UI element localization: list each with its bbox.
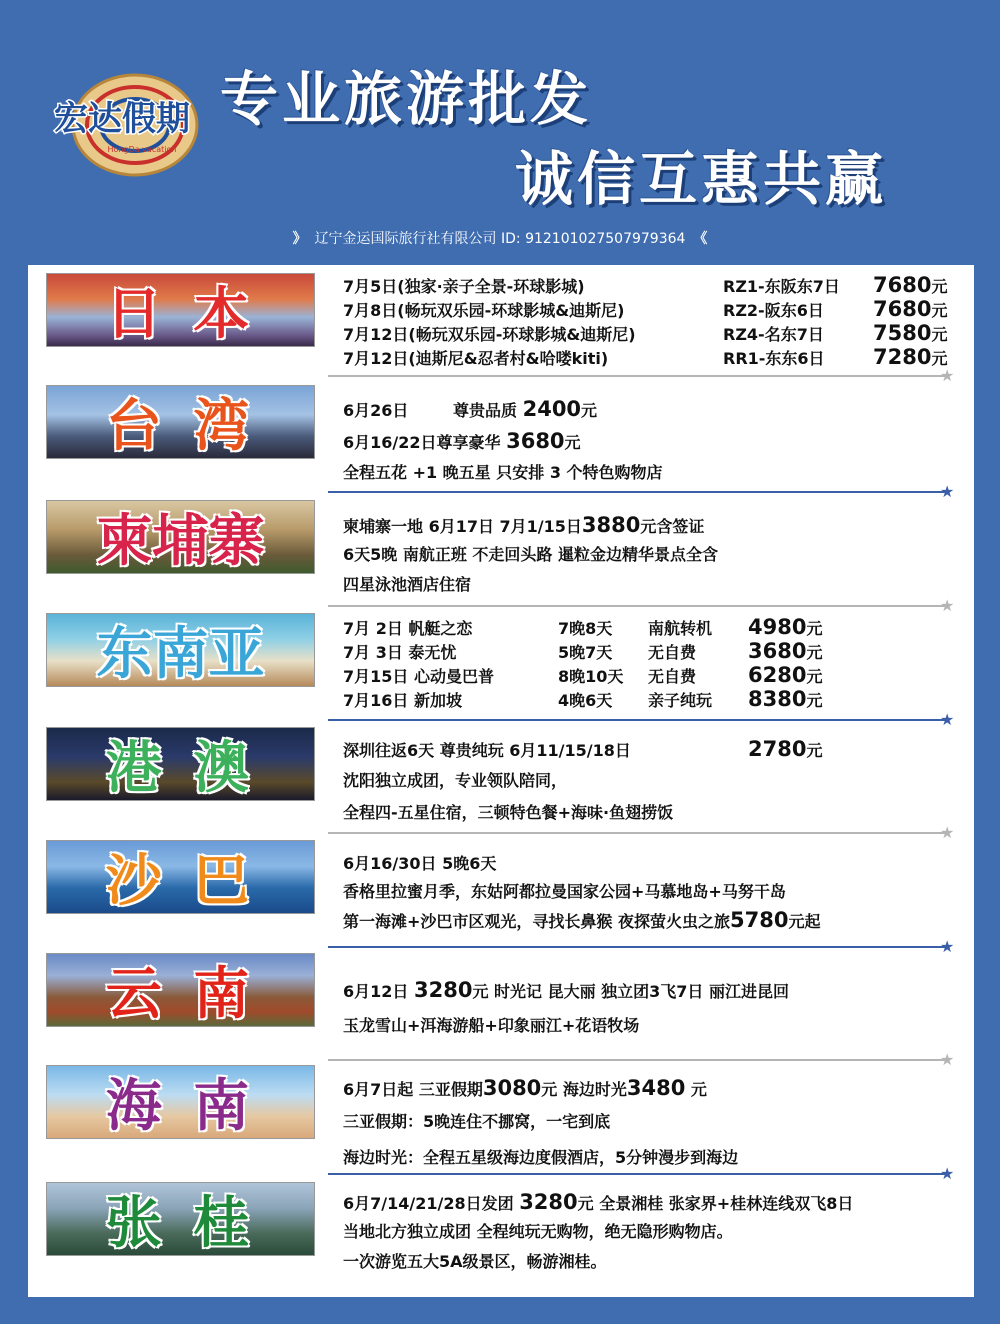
divider bbox=[328, 605, 948, 607]
info-line: 6月16/30日 5晚6天 bbox=[343, 854, 497, 873]
info-text: 6月7日起 三亚假期 bbox=[343, 1080, 483, 1099]
banner-title: 柬埔寨 bbox=[96, 509, 265, 574]
slogan-line-1: 专业旅游批发 bbox=[220, 65, 593, 133]
info-text: 7月15日 心动曼巴普 bbox=[343, 667, 494, 686]
star-icon: ★ bbox=[940, 482, 955, 501]
info-line bbox=[343, 321, 947, 345]
tour-code: RZ2-阪东6日 bbox=[723, 301, 824, 320]
banner-cambodia bbox=[46, 500, 315, 574]
tour-price: 7680 bbox=[873, 273, 932, 297]
divider bbox=[328, 946, 948, 948]
info-line: 玉龙雪山+洱海游船+印象丽江+花语牧场 bbox=[343, 1016, 640, 1035]
info-text: 6月7/14/21/28日发团 bbox=[343, 1194, 514, 1213]
info-line bbox=[343, 615, 822, 639]
price-unit: 元 bbox=[931, 277, 948, 296]
divider bbox=[328, 1173, 948, 1175]
tour-price: 3080 bbox=[482, 1076, 542, 1100]
divider bbox=[328, 719, 948, 721]
info-line bbox=[343, 733, 822, 765]
banner-japan bbox=[46, 273, 315, 347]
info-taiwan bbox=[343, 393, 663, 489]
info-line bbox=[343, 663, 822, 687]
info-line bbox=[343, 425, 663, 457]
tour-price: 5780 bbox=[729, 908, 789, 932]
info-hainan bbox=[343, 1072, 738, 1176]
info-line bbox=[343, 1187, 853, 1217]
star-icon: ★ bbox=[940, 710, 955, 729]
tour-desc: 7月12日(畅玩双乐园-环球影城&迪斯尼) bbox=[343, 325, 636, 344]
slogan-line-2: 诚信互惠共赢 bbox=[515, 145, 888, 213]
chevron-left-icon: 《 bbox=[693, 231, 708, 247]
info-text: 元 bbox=[806, 619, 823, 638]
info-text: 元 bbox=[581, 401, 598, 420]
info-text: 7月 3日 泰无忧 bbox=[343, 643, 457, 662]
info-text: 亲子纯玩 bbox=[648, 691, 713, 710]
info-text: 南航转机 bbox=[648, 619, 713, 638]
info-line: 当地北方独立成团 全程纯玩无购物，绝无隐形购物店。 bbox=[343, 1222, 733, 1241]
banner-title: 沙 巴 bbox=[105, 849, 256, 914]
price-unit: 元 bbox=[931, 301, 948, 320]
banner-title: 张 桂 bbox=[105, 1191, 256, 1256]
tour-price: 6280 bbox=[748, 663, 807, 687]
banner-title: 台 湾 bbox=[105, 394, 256, 459]
info-text: 6月26日 bbox=[343, 401, 409, 420]
tour-price: 2400 bbox=[522, 397, 582, 421]
info-text: 元 bbox=[690, 1080, 707, 1099]
banner-hainan bbox=[46, 1065, 315, 1139]
star-icon: ★ bbox=[940, 1164, 955, 1183]
info-text: 深圳往返6天 尊贵纯玩 6月11/15/18日 bbox=[343, 741, 631, 760]
company-line bbox=[0, 228, 1000, 248]
info-line bbox=[343, 639, 822, 663]
tour-price: 7280 bbox=[873, 345, 932, 369]
banner-title: 日 本 bbox=[105, 282, 256, 347]
divider bbox=[328, 375, 948, 377]
banner-taiwan bbox=[46, 385, 315, 459]
info-text: 元 bbox=[806, 667, 823, 686]
info-line bbox=[343, 273, 947, 297]
info-text: 柬埔寨一地 6月17日 7月1/15日 bbox=[343, 517, 582, 536]
info-text: 无自费 bbox=[648, 667, 697, 686]
star-icon: ★ bbox=[940, 823, 955, 842]
info-text: 元 bbox=[806, 691, 823, 710]
info-text: 元 bbox=[564, 433, 581, 452]
banner-title: 港 澳 bbox=[105, 736, 256, 801]
info-text: 7月 2日 帆艇之恋 bbox=[343, 619, 473, 638]
info-line: 全程四-五星住宿，三顿特色餐+海味·鱼翅捞饭 bbox=[343, 803, 674, 822]
banner-southeast-asia bbox=[46, 613, 315, 687]
info-japan bbox=[343, 273, 947, 369]
tour-price: 8380 bbox=[748, 687, 807, 711]
divider bbox=[328, 491, 948, 493]
divider bbox=[328, 832, 948, 834]
info-line bbox=[343, 297, 947, 321]
logo-text: 宏达假期 bbox=[54, 99, 190, 139]
tour-code: RR1-东东6日 bbox=[723, 349, 825, 368]
banner-hk-macau bbox=[46, 727, 315, 801]
info-text: 元 bbox=[806, 741, 823, 760]
logo-subtext: HongDa vacation bbox=[107, 145, 177, 154]
tour-price: 3680 bbox=[506, 429, 565, 453]
info-line bbox=[343, 345, 947, 369]
info-text: 元 bbox=[806, 643, 823, 662]
info-yunnan bbox=[343, 972, 789, 1044]
info-line: 海边时光：全程五星级海边度假酒店，5分钟漫步到海边 bbox=[343, 1148, 739, 1167]
banner-sabah bbox=[46, 840, 315, 914]
tour-price: 3280 bbox=[519, 1190, 578, 1214]
info-text: 7月16日 新加坡 bbox=[343, 691, 462, 710]
info-line: 四星泳池酒店住宿 bbox=[343, 575, 472, 594]
info-text: 无自费 bbox=[648, 643, 697, 662]
info-text: 6月12日 bbox=[343, 982, 409, 1001]
info-sabah bbox=[343, 850, 820, 934]
tour-desc: 7月5日(独家·亲子全景-环球影城) bbox=[343, 277, 585, 296]
info-text: 4晚6天 bbox=[558, 691, 613, 710]
info-text: 元 海边时光 bbox=[541, 1080, 627, 1099]
info-text: 元 时光记 昆大丽 独立团3飞7日 丽江进昆回 bbox=[472, 982, 789, 1001]
info-line: 一次游览五大5A级景区，畅游湘桂。 bbox=[343, 1252, 607, 1271]
tour-desc: 7月8日(畅玩双乐园-环球影城&迪斯尼) bbox=[343, 301, 625, 320]
info-southeast-asia bbox=[343, 615, 822, 711]
tour-desc: 7月12日(迪斯尼&忍者村&哈喽kiti) bbox=[343, 349, 609, 368]
info-text: 元起 bbox=[788, 912, 821, 931]
info-line bbox=[343, 1072, 738, 1104]
info-text: 7晚8天 bbox=[558, 619, 613, 638]
info-text: 5晚7天 bbox=[558, 643, 613, 662]
banner-title: 云 南 bbox=[105, 962, 256, 1027]
chevron-right-icon: 》 bbox=[292, 231, 307, 247]
banner-title: 海 南 bbox=[105, 1074, 256, 1139]
banner-yunnan bbox=[46, 953, 315, 1027]
tour-price: 3280 bbox=[413, 978, 473, 1002]
info-line bbox=[343, 972, 789, 1008]
info-zhanggui bbox=[343, 1187, 853, 1277]
price-unit: 元 bbox=[931, 325, 948, 344]
info-text: 第一海滩+沙巴市区观光，寻找长鼻猴 夜探萤火虫之旅 bbox=[343, 912, 730, 931]
info-cambodia bbox=[343, 510, 718, 600]
tour-price: 7680 bbox=[873, 297, 932, 321]
star-icon: ★ bbox=[940, 937, 955, 956]
star-icon: ★ bbox=[940, 366, 955, 385]
info-hk-macau bbox=[343, 733, 822, 829]
info-line bbox=[343, 393, 663, 425]
price-unit: 元 bbox=[931, 349, 948, 368]
tour-price: 2780 bbox=[748, 737, 807, 761]
brand-logo bbox=[30, 70, 215, 180]
info-text: 8晚10天 bbox=[558, 667, 624, 686]
tour-list-panel bbox=[28, 265, 974, 1297]
info-line: 全程五花 +1 晚五星 只安排 3 个特色购物店 bbox=[343, 463, 663, 482]
star-icon: ★ bbox=[940, 1050, 955, 1069]
banner-zhanggui bbox=[46, 1182, 315, 1256]
info-line bbox=[343, 510, 718, 540]
tour-price: 3680 bbox=[748, 639, 807, 663]
tour-price: 7580 bbox=[873, 321, 932, 345]
info-line: 香格里拉蜜月季，东姑阿都拉曼国家公园+马慕地岛+马努干岛 bbox=[343, 882, 786, 901]
tour-code: RZ4-名东7日 bbox=[723, 325, 824, 344]
info-text: 尊贵品质 bbox=[453, 401, 518, 420]
info-line bbox=[343, 906, 820, 934]
company-name: 辽宁金运国际旅行社有限公司 ID: 912101027507979364 bbox=[314, 231, 686, 247]
info-text: 元含签证 bbox=[640, 517, 705, 536]
info-text: 6月16/22日尊享豪华 bbox=[343, 433, 501, 452]
tour-code: RZ1-东阪东7日 bbox=[723, 277, 840, 296]
info-text: 元 全景湘桂 张家界+桂林连线双飞8日 bbox=[577, 1194, 854, 1213]
banner-title: 东南亚 bbox=[96, 622, 265, 687]
divider bbox=[328, 1059, 948, 1061]
info-line: 6天5晚 南航正班 不走回头路 暹粒金边精华景点全含 bbox=[343, 545, 718, 564]
tour-price: 3880 bbox=[581, 513, 641, 537]
info-line: 沈阳独立成团，专业领队陪同， bbox=[343, 771, 568, 790]
tour-price: 3480 bbox=[626, 1076, 686, 1100]
star-icon: ★ bbox=[940, 596, 955, 615]
info-line bbox=[343, 687, 822, 711]
tour-price: 4980 bbox=[748, 615, 807, 639]
info-line: 三亚假期：5晚连住不挪窝，一宅到底 bbox=[343, 1112, 611, 1131]
